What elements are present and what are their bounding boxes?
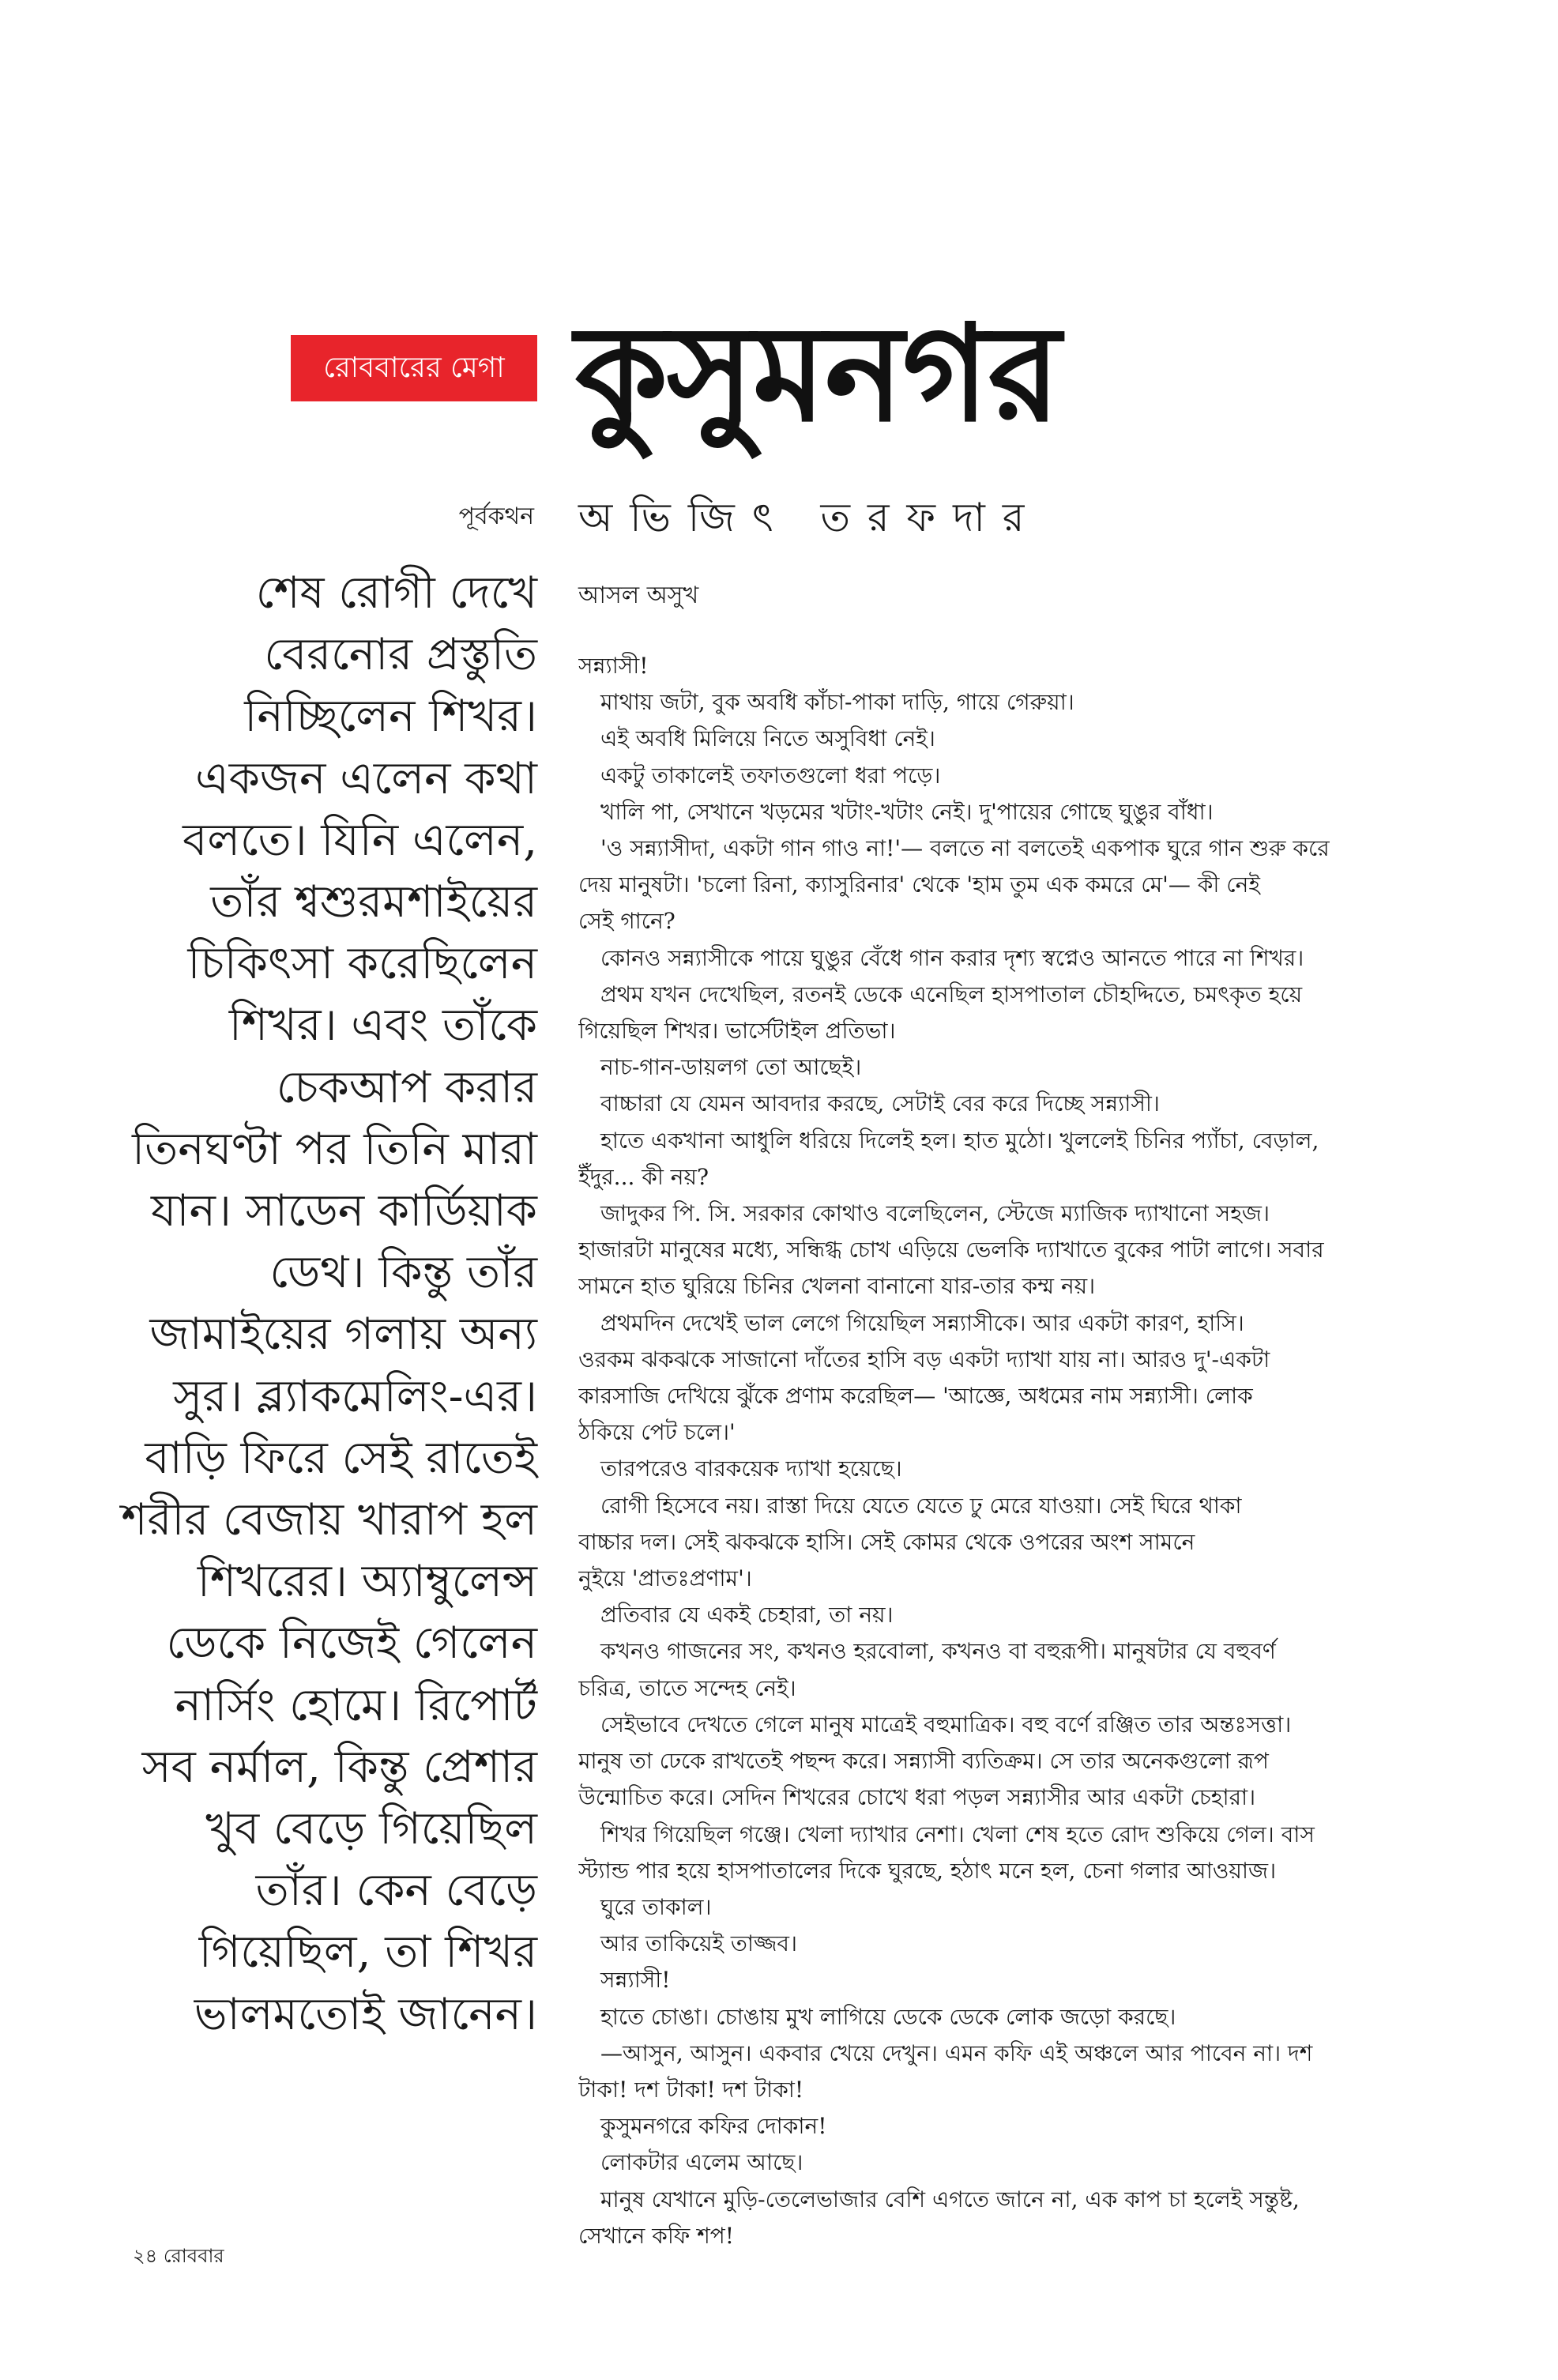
body-line: নাচ-গান-ডায়লগ তো আছেই। [600, 1054, 862, 1081]
body-line: রোগী হিসেবে নয়। রাস্তা দিয়ে যেতে যেতে ঢু মেরে যাওয়া। সেই ঘিরে থাকা [600, 1492, 1242, 1519]
publication-name: রোববার [163, 2245, 224, 2267]
pull-quote [119, 563, 537, 2046]
pull-quote-line: বাড়ি ফিরে সেই রাতেই [145, 1432, 537, 1484]
body-line: —আসুন, আসুন। একবার খেয়ে দেখুন। এমন কফি এই অঞ্চলে আর পাবেন না। দশ [600, 2039, 1313, 2066]
pull-quote-line: ডেথ। কিন্তু তাঁর [269, 1247, 537, 1299]
body-line: মাথায় জটা, বুক অবধি কাঁচা-পাকা দাড়ি, গায়ে গেরুয়া। [600, 689, 1074, 716]
body-line: আর তাকিয়েই তাজ্জব। [600, 1930, 798, 1957]
pull-quote-line: গিয়েছিল, তা শিখর [198, 1926, 537, 1979]
story-title: কুসুমনগর [575, 295, 1059, 451]
pull-quote-line: তাঁর শ্বশুরমশাইয়ের [210, 876, 537, 928]
pull-quote-line: তিনঘণ্টা পর তিনি মারা [132, 1123, 537, 1175]
body-line: সন্ন্যাসী! [578, 653, 649, 679]
pull-quote-line: বেরনোর প্রস্তুতি [264, 629, 537, 681]
series-badge: রোববারের মেগা [291, 335, 537, 401]
pull-quote-line: নার্সিং হোমে। রিপোর্ট [175, 1679, 537, 1731]
body-line: দেয় মানুষটা। 'চলো রিনা, ক্যাসুরিনার' থেকে 'হাম তুম এক কমরে মে'— কী নেই [578, 872, 1260, 898]
body-text [578, 648, 1441, 2254]
body-line: কুসুমনগরে কফির দোকান! [600, 2113, 827, 2140]
body-line: চরিত্র, তাতে সন্দেহ নেই। [578, 1674, 796, 1701]
pull-quote-line: চেকআপ করার [276, 1061, 537, 1113]
pull-quote-line: শরীর বেজায় খারাপ হল [121, 1494, 537, 1546]
body-line: সামনে হাত ঘুরিয়ে চিনির খেলনা বানানো যার-তার কম্ম নয়। [578, 1273, 1096, 1300]
body-line: প্রতিবার যে একই চেহারা, তা নয়। [600, 1602, 894, 1629]
body-line: প্রথম যখন দেখেছিল, রতনই ডেকে এনেছিল হাসপাতাল চৌহদ্দিতে, চমৎকৃত হয়ে [600, 981, 1303, 1007]
body-line: নুইয়ে 'প্রাতঃপ্রণাম'। [578, 1565, 752, 1592]
pull-quote-line: একজন এলেন কথা [195, 752, 537, 804]
body-line: কোনও সন্ন্যাসীকে পায়ে ঘুঙুর বেঁধে গান করার দৃশ্য স্বপ্নেও আনতে পারে না শিখর। [600, 944, 1304, 971]
pull-quote-line: তাঁর। কেন বেড়ে [255, 1865, 537, 1917]
pull-quote-line: ভালমতোই জানেন। [194, 1988, 537, 2040]
body-line: স্ট্যান্ড পার হয়ে হাসপাতালের দিকে ঘুরছে, হঠাৎ মনে হল, চেনা গলার আওয়াজ। [578, 1857, 1277, 1884]
body-line: এই অবধি মিলিয়ে নিতে অসুবিধা নেই। [600, 725, 935, 752]
pull-quote-line: সব নর্মাল, কিন্তু প্রেশার [141, 1741, 537, 1793]
pull-quote-line: বলতে। যিনি এলেন, [183, 814, 537, 866]
body-line: ঠকিয়ে পেট চলে।' [578, 1419, 736, 1446]
page-footer [133, 2243, 224, 2269]
pull-quote-line: যান। সাডেন কার্ডিয়াক [151, 1185, 537, 1237]
body-line: জাদুকর পি. সি. সরকার কোথাও বলেছিলেন, স্টেজে ম্যাজিক দ্যাখানো সহজ। [600, 1200, 1270, 1227]
body-line: কারসাজি দেখিয়ে ঝুঁকে প্রণাম করেছিল— 'আজ্ঞে, অধমের নাম সন্ন্যাসী। লোক [578, 1383, 1253, 1410]
body-line: লোকটার এলেম আছে। [600, 2149, 803, 2176]
body-line: সন্ন্যাসী! [600, 1967, 671, 1994]
body-line: হাজারটা মানুষের মধ্যে, সন্ধিগ্ধ চোখ এড়িয়ে ভেলকি দ্যাখাতে বুকের পাটা লাগে। সবার [578, 1237, 1324, 1263]
author-label: পূর্বকথন [458, 503, 534, 530]
page-number: ২৪ [133, 2245, 158, 2267]
body-line: ঘুরে তাকাল। [600, 1893, 712, 1920]
body-line: খালি পা, সেখানে খড়মের খটাং-খটাং নেই। দু'পায়ের গোছে ঘুঙুর বাঁধা। [600, 798, 1214, 825]
pull-quote-line: নিচ্ছিলেন শিখর। [244, 691, 537, 743]
pull-quote-line: জামাইয়ের গলায় অন্য [149, 1309, 537, 1361]
body-line: ওরকম ঝকঝকে সাজানো দাঁতের হাসি বড় একটা দ্যাখা যায় না। আরও দু'-একটা [578, 1346, 1270, 1373]
body-line: হাতে চোঙা। চোঙায় মুখ লাগিয়ে ডেকে ডেকে লোক জড়ো করছে। [600, 2003, 1176, 2030]
body-line: উন্মোচিত করে। সেদিন শিখরের চোখে ধরা পড়ল সন্ন্যাসীর আর একটা চেহারা। [578, 1784, 1256, 1811]
body-line: তারপরেও বারকয়েক দ্যাখা হয়েছে। [600, 1455, 902, 1482]
body-line: কখনও গাজনের সং, কখনও হরবোলা, কখনও বা বহুরূপী। মানুষটার যে বহুবর্ণ [600, 1638, 1276, 1665]
pull-quote-line: শিখর। এবং তাঁকে [228, 1000, 537, 1052]
body-line: ইঁদুর... কী নয়? [578, 1163, 709, 1190]
body-line: সেইভাবে দেখতে গেলে মানুষ মাত্রেই বহুমাত্রিক। বহু বর্ণে রঞ্জিত তার অন্তঃসত্তা। [600, 1711, 1292, 1738]
body-line: সেখানে কফি শপ! [578, 2222, 735, 2249]
pull-quote-line: সুর। ব্ল্যাকমেলিং-এর। [173, 1370, 537, 1422]
pull-quote-line: শেষ রোগী দেখে [255, 567, 537, 619]
body-line: মানুষ তা ঢেকে রাখতেই পছন্দ করে। সন্ন্যাসী ব্যতিক্রম। সে তার অনেকগুলো রূপ [578, 1748, 1269, 1775]
pull-quote-line: শিখরের। অ্যাম্বুলেন্স [197, 1556, 537, 1608]
pull-quote-line: চিকিৎসা করেছিলেন [187, 938, 537, 990]
body-line: মানুষ যেখানে মুড়ি-তেলেভাজার বেশি এগতে জানে না, এক কাপ চা হলেই সন্তুষ্ট, [600, 2186, 1300, 2212]
body-line: একটু তাকালেই তফাতগুলো ধরা পড়ে। [600, 762, 941, 789]
body-line: টাকা! দশ টাকা! দশ টাকা! [578, 2076, 804, 2103]
section-heading: আসল অসুখ [578, 582, 699, 609]
body-line: সেই গানে? [578, 908, 676, 935]
pull-quote-line: ডেকে নিজেই গেলেন [166, 1617, 537, 1670]
body-line: গিয়েছিল শিখর। ভার্সেটাইল প্রতিভা। [578, 1018, 896, 1045]
pull-quote-line: খুব বেড়ে গিয়েছিল [205, 1803, 537, 1855]
author-name: অভিজিৎ তরফদার [578, 495, 1042, 540]
body-line: প্রথমদিন দেখেই ভাল লেগে গিয়েছিল সন্ন্যাসীকে। আর একটা কারণ, হাসি। [600, 1309, 1244, 1336]
body-line: শিখর গিয়েছিল গঞ্জে। খেলা দ্যাখার নেশা। খেলা শেষ হতে রোদ শুকিয়ে গেল। বাস [600, 1821, 1315, 1847]
body-line: 'ও সন্ন্যাসীদা, একটা গান গাও না!'— বলতে না বলতেই একপাক ঘুরে গান শুরু করে [600, 835, 1330, 862]
body-line: হাতে একখানা আধুলি ধরিয়ে দিলেই হল। হাত মুঠো। খুললেই চিনির প্যাঁচা, বেড়াল, [600, 1127, 1319, 1154]
body-line: বাচ্চার দল। সেই ঝকঝকে হাসি। সেই কোমর থেকে ওপরের অংশ সামনে [578, 1528, 1195, 1555]
body-line: বাচ্চারা যে যেমন আবদার করছে, সেটাই বের করে দিচ্ছে সন্ন্যাসী। [600, 1090, 1160, 1117]
